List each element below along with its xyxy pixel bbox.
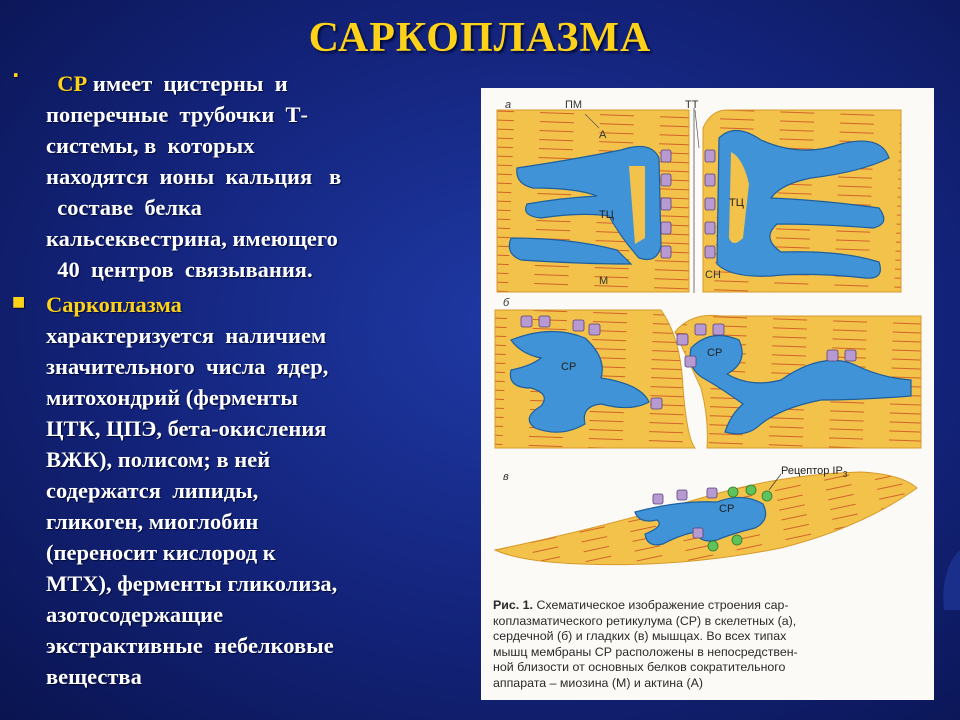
slide-title: САРКОПЛАЗМА [308, 15, 652, 61]
bullet-line: экстрактивные небелковые [46, 633, 334, 658]
bullet-line: вещества [46, 664, 142, 689]
bullet-line: СР имеет цистерны и [57, 71, 288, 96]
bullet-sr [10, 63, 470, 285]
figure-caption [493, 598, 923, 691]
panel-c [495, 465, 917, 565]
caption-line: ной близости от основных белков сократительного [493, 660, 786, 674]
label-sr: СР [561, 361, 577, 373]
caption-lead: Рис. 1. [493, 598, 533, 612]
bullet-line: содержатся липиды, [46, 478, 259, 503]
bullet-line: составе белка [46, 195, 202, 220]
bullet-line: гликоген, миоглобин [46, 509, 259, 534]
bullet-lead-word: СР [57, 71, 88, 96]
label-sn: СН [705, 269, 721, 281]
label-sr: СР [707, 347, 723, 359]
caption-line: мышц мембраны СР расположены в непосредствен- [493, 644, 798, 659]
bullet-line: находятся ионы кальция в [46, 164, 342, 189]
bullet-line: ЦТК, ЦПЭ, бета-окисления [46, 416, 327, 441]
panel-letter: б [503, 297, 510, 309]
bullet-line: системы, в которых [46, 133, 255, 158]
label-tc-right: ТЦ [729, 197, 744, 209]
panel-letter: в [503, 471, 509, 483]
bullet-line: МТХ), ферменты гликолиза, [46, 571, 338, 596]
caption-line: коплазматического ретикулума (СР) в скелетных (а), [493, 613, 797, 628]
corner-decoration [934, 550, 960, 610]
caption-line: аппарата – миозина (М) и актина (А) [493, 675, 704, 690]
caption-line: Рис. 1. Схематическое изображение строения сар- [493, 598, 789, 612]
bullet-square-icon: ■ [12, 294, 26, 310]
bullet-line: значительного числа ядер, [46, 354, 329, 379]
bullet-line: (переносит кислород к [46, 540, 276, 565]
bullet-line: характеризуется наличием [46, 323, 327, 348]
bullet-line: поперечные трубочки Т- [46, 102, 309, 127]
bullet-line: 40 центров связывания. [46, 257, 313, 282]
bullet-line: азотосодержащие [46, 602, 224, 627]
label-tt: ТТ [685, 99, 699, 111]
label-sr: СР [719, 503, 735, 515]
label-pm: ПМ [565, 99, 583, 111]
label-receptor: Рецептор $IP_3$ [781, 465, 848, 479]
bullet-dot-icon: · [12, 63, 20, 87]
bullet-line: кальсеквестрина, имеющего [46, 226, 338, 251]
caption-line: сердечной (б) и гладких (в) мышцах. Во всех типах [493, 629, 787, 643]
textbook-figure [481, 88, 934, 700]
panel-b [495, 297, 921, 448]
bullet-column [10, 63, 470, 692]
bullet-lead-word: Саркоплазма [46, 292, 182, 317]
bullet-sarcoplasm [10, 289, 470, 692]
bullet-line: митохондрий (ферменты [46, 385, 298, 410]
label-tc-left: ТЦ [599, 209, 614, 221]
label-myosin: М [599, 275, 609, 287]
label-actin: А [599, 129, 607, 141]
panel-letter: а [505, 99, 512, 111]
bullet-line: ВЖК), полисом; в ней [46, 447, 271, 472]
panel-a [497, 99, 901, 293]
